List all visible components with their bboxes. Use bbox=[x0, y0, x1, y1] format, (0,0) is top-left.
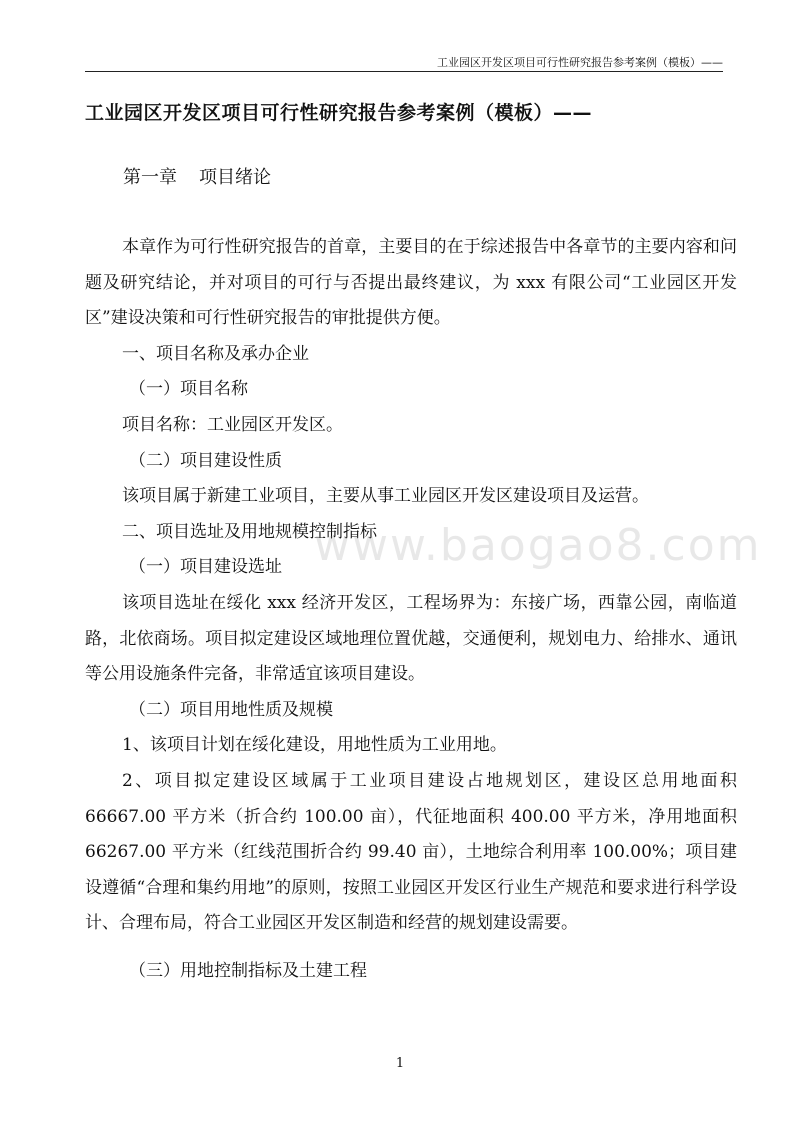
body-text bbox=[85, 230, 737, 989]
chapter-label: 第一章 bbox=[123, 167, 177, 188]
paragraph: 该项目属于新建工业项目，主要从事工业园区开发区建设项目及运营。 bbox=[122, 486, 649, 507]
subsection-heading: （一）项目建设选址 bbox=[129, 557, 282, 578]
document-title: 工业园区开发区项目可行性研究报告参考案例（模板）—— bbox=[85, 102, 593, 124]
paragraph: 该项目选址在绥化 xxx 经济开发区，工程场界为：东接广场，西靠公园，南临道路，北依商场。项目拟定建设区域地理位置优越，交通便利，规划电力、给排水、通讯等公用设施条件完备，非常适宜该项目建设。 bbox=[85, 592, 737, 685]
section-heading: 一、项目名称及承办企业 bbox=[122, 343, 309, 364]
subsection-heading: （二）项目用地性质及规模 bbox=[129, 699, 333, 720]
subsection-heading: （二）项目建设性质 bbox=[129, 450, 282, 471]
running-header: 工业园区开发区项目可行性研究报告参考案例（模板）—— bbox=[437, 56, 723, 69]
subsection-heading: （三）用地控制指标及土建工程 bbox=[129, 960, 367, 981]
section-heading: 二、项目选址及用地规模控制指标 bbox=[122, 521, 377, 542]
subsection-heading: （一）项目名称 bbox=[129, 379, 248, 400]
paragraph: 1、该项目计划在绥化建设，用地性质为工业用地。 bbox=[122, 735, 507, 756]
chapter-title: 项目绪论 bbox=[199, 167, 271, 188]
page-number: 1 bbox=[395, 1056, 405, 1071]
paragraph: 项目名称：工业园区开发区。 bbox=[122, 414, 343, 435]
paragraph: 2、项目拟定建设区域属于工业项目建设占地规划区，建设区总用地面积 66667.00 平方米（折合约 100.00 亩），代征地面积 400.00 平方米，净用地面积 66267.00 平方米（红线范围折合约 99.40 亩），土地综合利用率 100.00%；项目建设遵循“合理和集约用地”的原则，按照工业园区开发区行业生产规范和要求进行科学设计、合理布局，符合工业园区开发区制造和经营的规划建设需要。 bbox=[85, 770, 737, 934]
watermark: www.baogao8.com bbox=[314, 520, 762, 571]
chapter-heading bbox=[123, 163, 271, 189]
header-rule bbox=[85, 71, 723, 72]
paragraph-intro: 本章作为可行性研究报告的首章，主要目的在于综述报告中各章节的主要内容和问题及研究结论，并对项目的可行与否提出最终建议，为 xxx 有限公司“工业园区开发区”建设决策和可行性研究报告的审批提供方便。 bbox=[85, 237, 737, 329]
